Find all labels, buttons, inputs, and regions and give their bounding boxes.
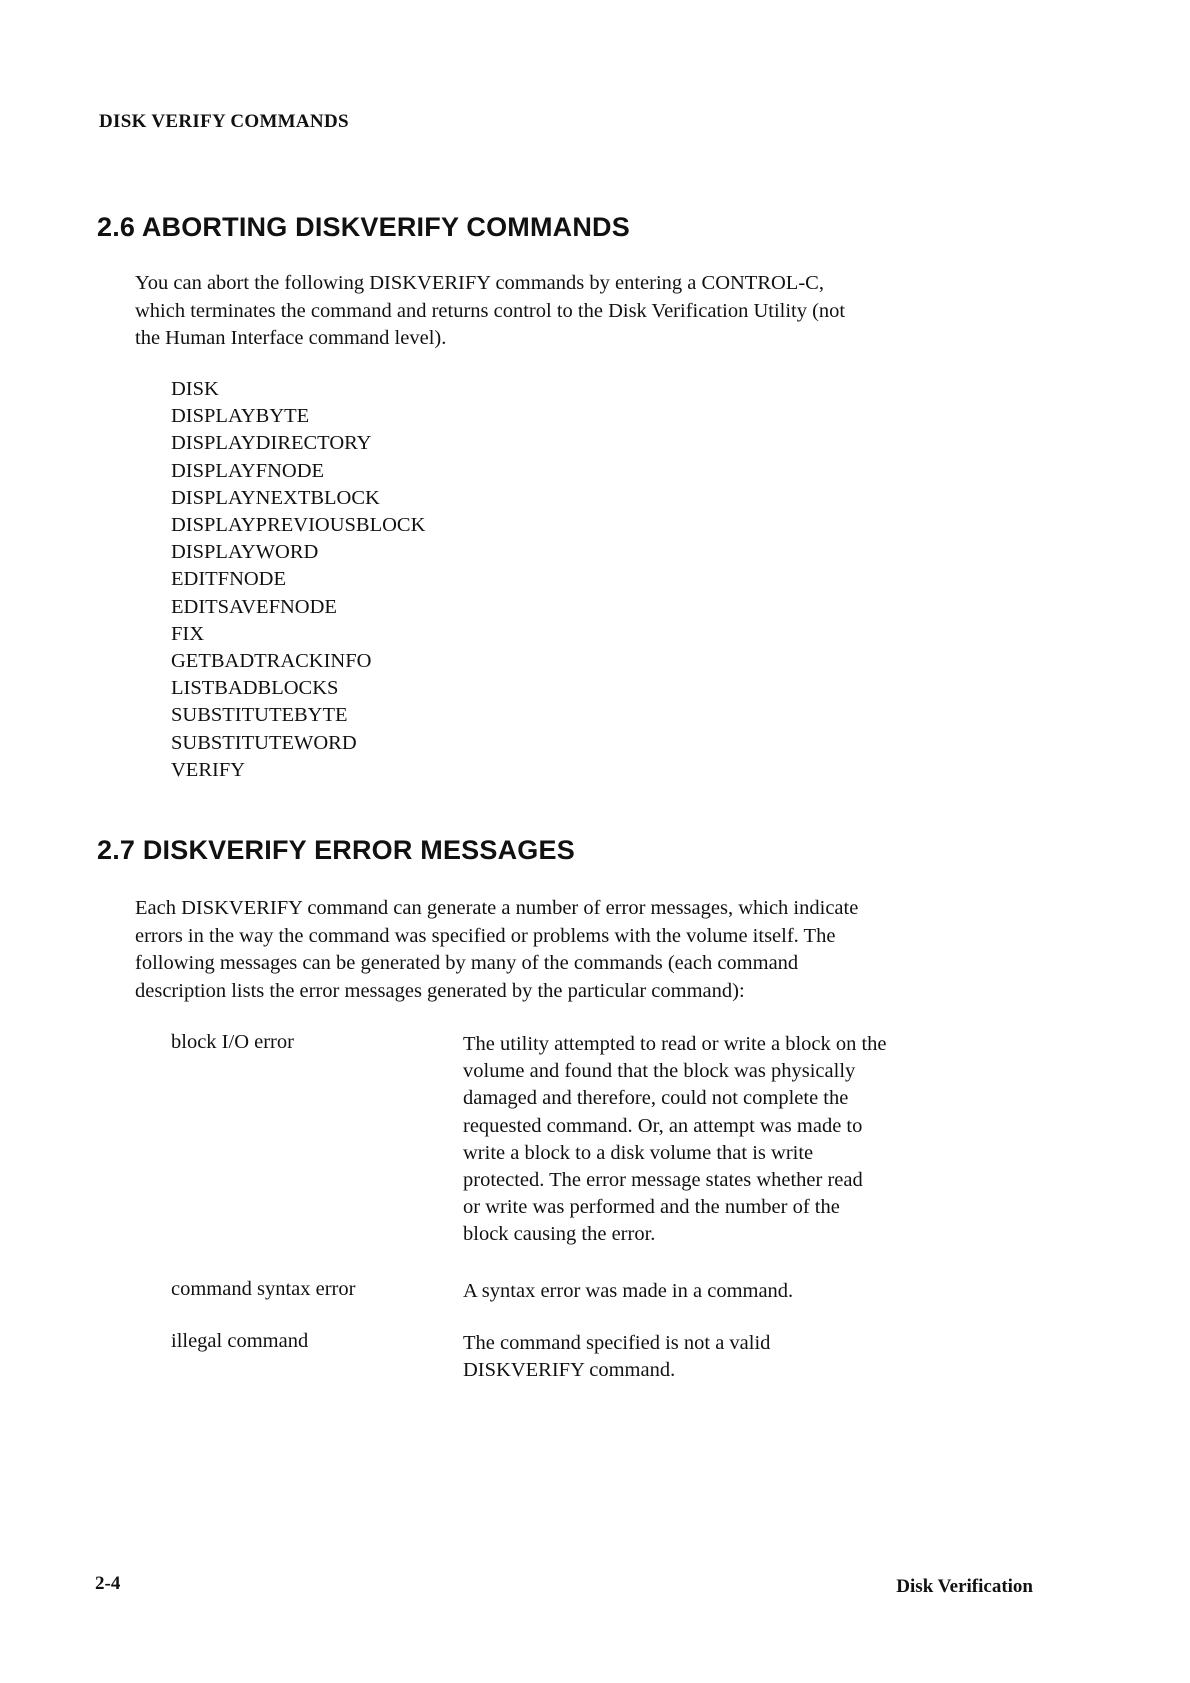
- paragraph-line: which terminates the command and returns control to the Disk Verification Utility (not: [135, 299, 846, 322]
- description-line: write a block to a disk volume that is write: [463, 1141, 814, 1164]
- paragraph-line: Each DISKVERIFY command can generate a number of error messages, which indicate: [135, 897, 859, 919]
- description-line: block causing the error.: [463, 1223, 656, 1246]
- footer-title: Disk Verification: [896, 1576, 1033, 1597]
- paragraph-line: following messages can be generated by many of the commands (each command: [135, 952, 799, 974]
- description-line: A syntax error was made in a command.: [463, 1280, 794, 1302]
- command-item: EDITFNODE: [171, 568, 287, 591]
- error-message-term: illegal command: [171, 1330, 309, 1352]
- description-line: requested command. Or, an attempt was made to: [463, 1114, 863, 1137]
- section-2-6-paragraph: [135, 270, 1015, 353]
- command-item: LISTBADBLOCKS: [171, 677, 339, 700]
- paragraph-line: You can abort the following DISKVERIFY commands by entering a CONTROL-C,: [135, 272, 824, 294]
- command-item: SUBSTITUTEBYTE: [171, 704, 348, 727]
- error-message-description: [463, 1278, 1023, 1305]
- command-item: VERIFY: [171, 758, 246, 781]
- page-number: 2-4: [95, 1573, 121, 1594]
- abortable-command-list: [171, 376, 425, 784]
- description-line: protected. The error message states whether read: [463, 1169, 863, 1192]
- command-item: FIX: [171, 622, 205, 645]
- section-2-7-paragraph: [135, 895, 1015, 1005]
- paragraph-line: description lists the error messages generated by the particular command):: [135, 979, 745, 1002]
- command-item: DISK: [171, 378, 219, 400]
- command-item: DISPLAYBYTE: [171, 405, 310, 428]
- command-item: DISPLAYFNODE: [171, 459, 325, 482]
- error-message-term: command syntax error: [171, 1278, 356, 1300]
- section-heading-2-6: 2.6 ABORTING DISKVERIFY COMMANDS: [97, 212, 630, 242]
- command-item: DISPLAYPREVIOUSBLOCK: [171, 514, 426, 537]
- command-item: GETBADTRACKINFO: [171, 650, 372, 673]
- paragraph-line: errors in the way the command was specified or problems with the volume itself. The: [135, 924, 836, 947]
- section-heading-2-7: 2.7 DISKVERIFY ERROR MESSAGES: [97, 835, 575, 865]
- error-message-description: [463, 1031, 1023, 1249]
- description-line: DISKVERIFY command.: [463, 1359, 676, 1382]
- command-item: SUBSTITUTEWORD: [171, 731, 357, 754]
- description-line: The command specified is not a valid: [463, 1332, 771, 1354]
- command-item: DISPLAYDIRECTORY: [171, 432, 372, 455]
- running-head: DISK VERIFY COMMANDS: [99, 111, 349, 132]
- command-item: DISPLAYWORD: [171, 541, 319, 564]
- paragraph-line: the Human Interface command level).: [135, 327, 447, 349]
- description-line: The utility attempted to read or write a block on the: [463, 1033, 887, 1055]
- error-message-description: [463, 1330, 1023, 1384]
- description-line: or write was performed and the number of the: [463, 1196, 840, 1219]
- description-line: damaged and therefore, could not complete the: [463, 1087, 849, 1110]
- command-item: EDITSAVEFNODE: [171, 595, 337, 618]
- error-message-term: block I/O error: [171, 1031, 294, 1053]
- command-item: DISPLAYNEXTBLOCK: [171, 486, 380, 509]
- description-line: volume and found that the block was physically: [463, 1060, 856, 1083]
